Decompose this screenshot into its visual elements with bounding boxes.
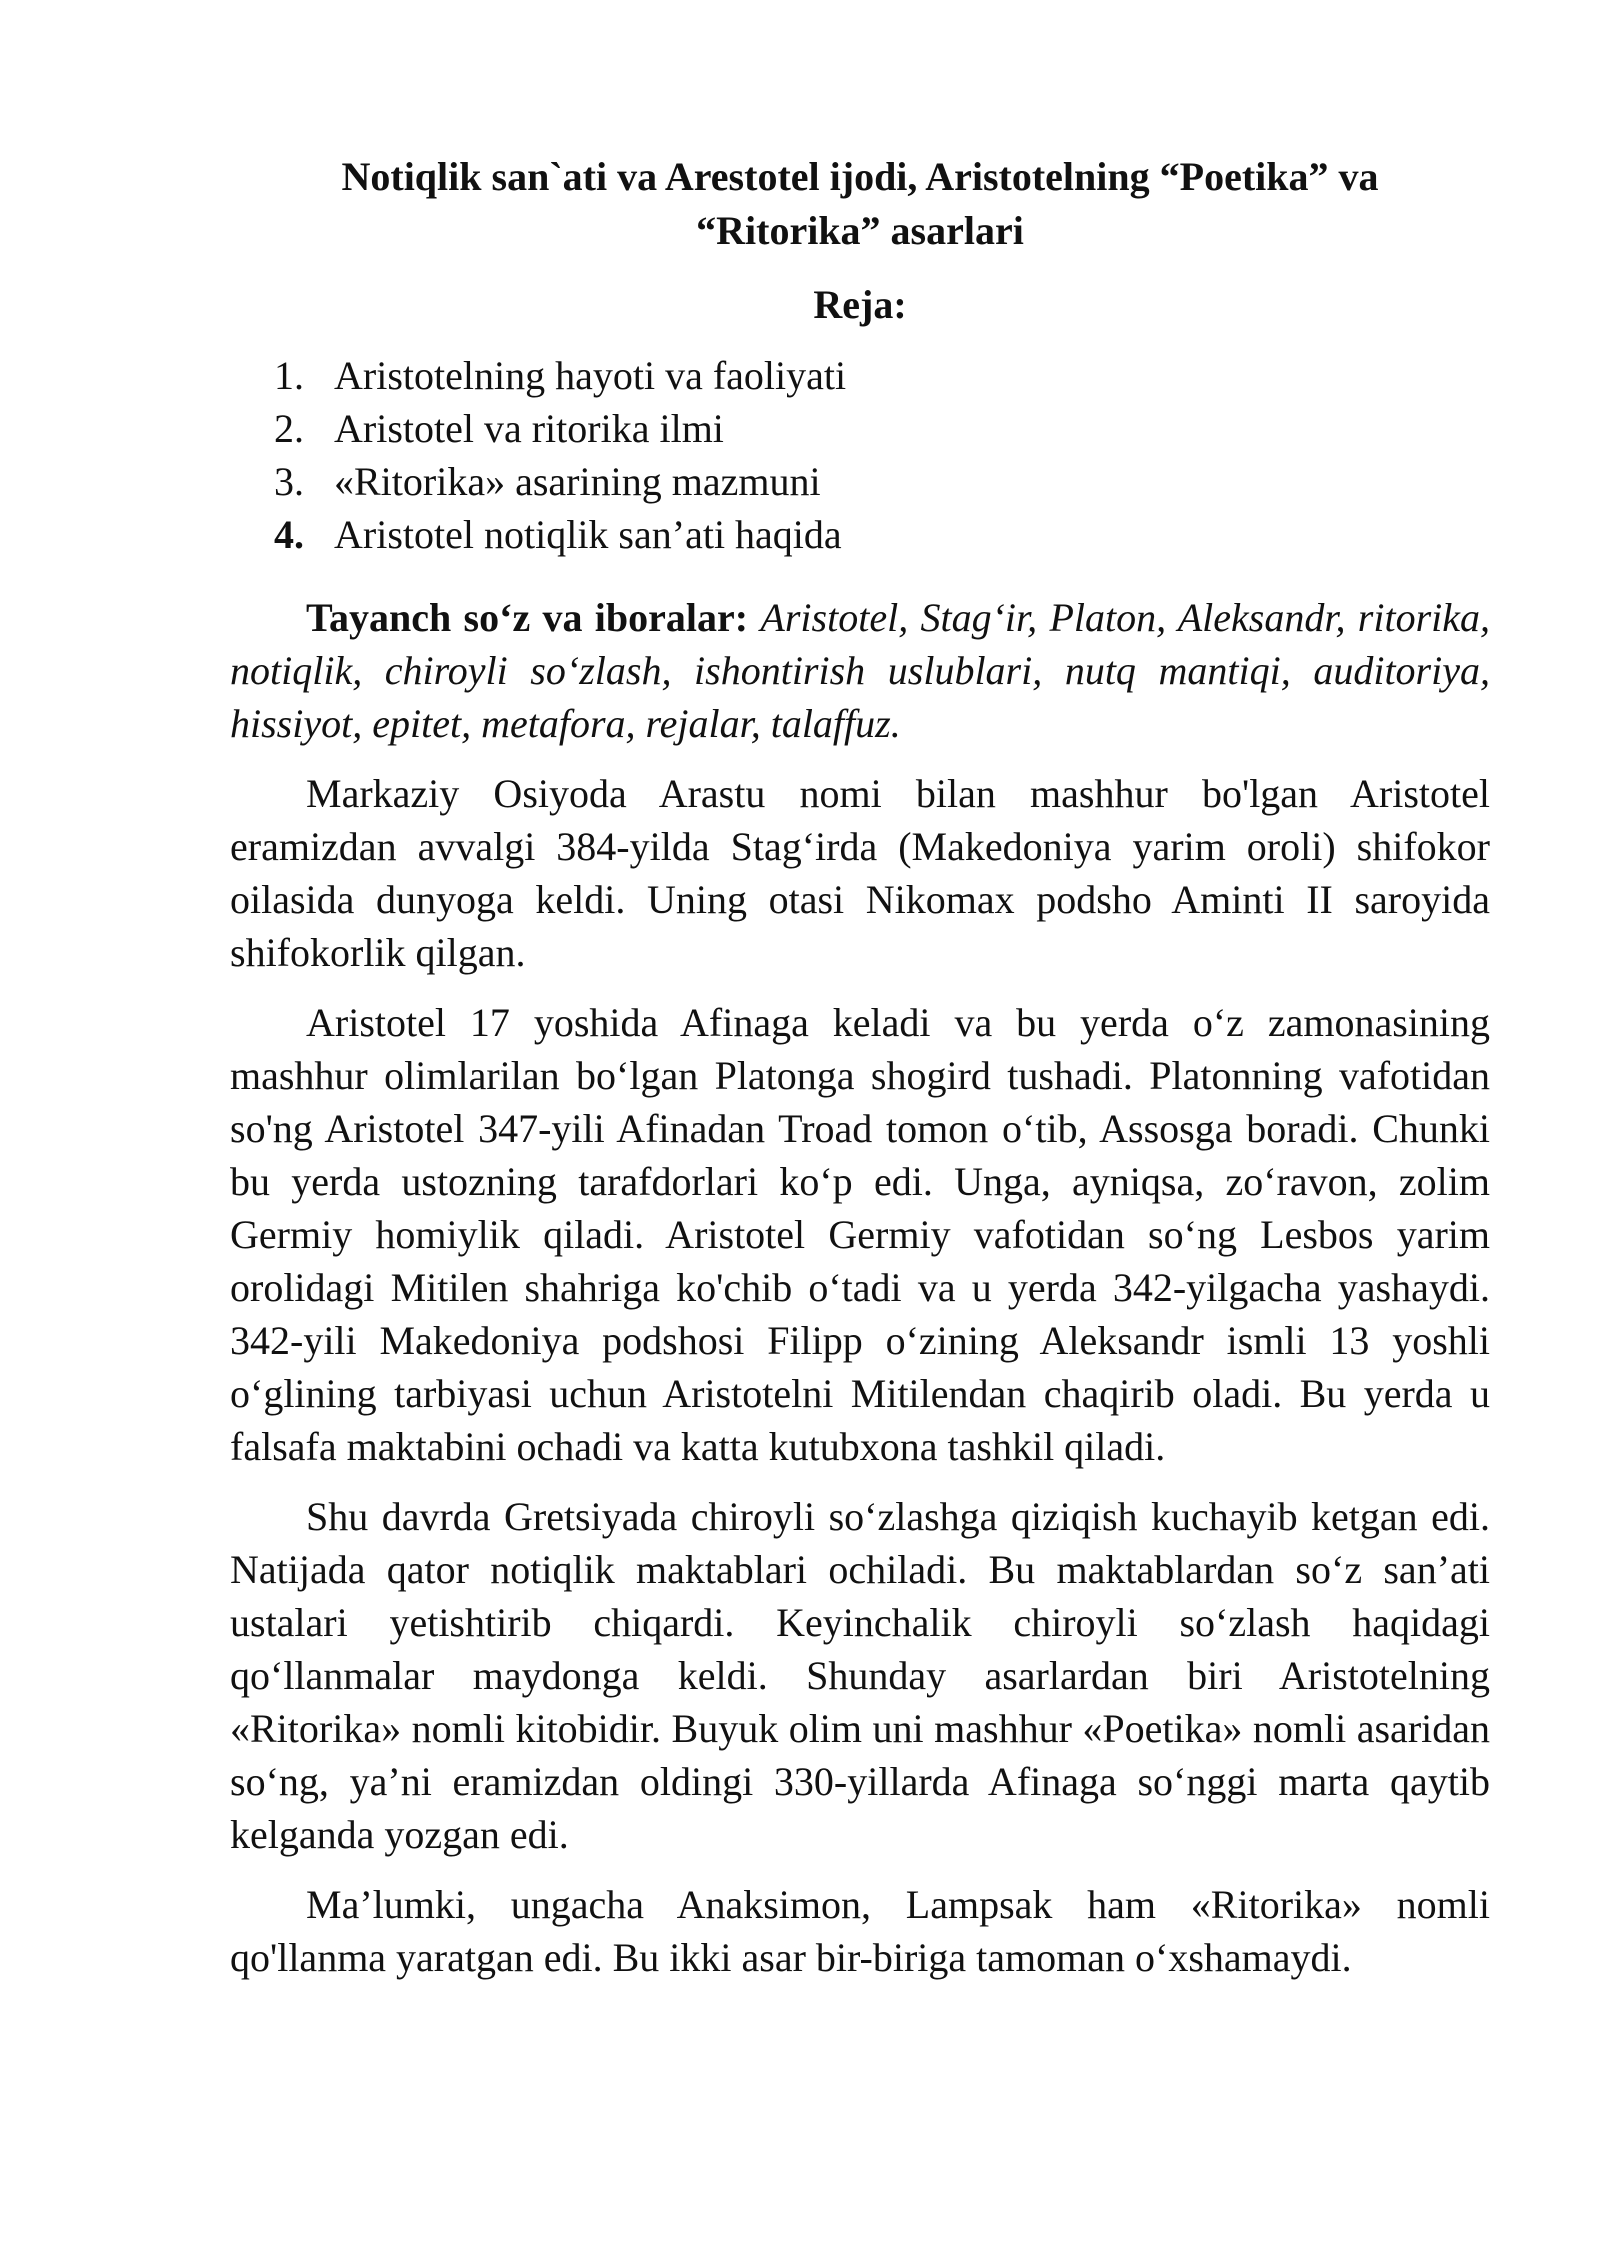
plan-item-text: Aristotel va ritorika ilmi	[334, 406, 724, 451]
plan-item-number: 4.	[274, 512, 304, 557]
document-page	[230, 150, 1490, 2001]
keywords-paragraph	[230, 591, 1490, 750]
keywords-list: Aristotel, Stag‘ir, Platon, Aleksandr, ritorika, notiqlik, chiroyli so‘zlash, ishontirish uslublari, nutq mantiqi, auditoriya, hissiyot, epitet, metafora, rejalar, talaffuz.	[230, 595, 1491, 746]
plan-item	[274, 402, 1490, 455]
keywords-label: Tayanch so‘z va iboralar:	[306, 595, 749, 640]
plan-item	[274, 508, 1490, 561]
body-paragraph: Aristotel 17 yoshida Afinaga keladi va bu yerda o‘z zamonasining mashhur olimlarilan bo‘lgan Platonga shogird tushadi. Platonning vafotidan so'ng Aristotel 347-yili Afinadan Troad tomon o‘tib, Assosga boradi. Chunki bu yerda ustozning tarafdorlari ko‘p edi. Unga, ayniqsa, zo‘ravon, zolim Germiy homiylik qiladi. Aristotel Germiy vafotidan so‘ng Lesbos yarim orolidagi Mitilen shahriga ko'chib o‘tadi va u yerda 342-yilgacha yashaydi. 342-yili Makedoniya podshosi Filipp o‘zining Aleksandr ismli 13 yoshli o‘glining tarbiyasi uchun Aristotelni Mitilendan chaqirib oladi. Bu yerda u falsafa maktabini ochadi va katta kutubxona tashkil qiladi.	[230, 1000, 1490, 1469]
plan-item-text: «Ritorika» asarining mazmuni	[334, 459, 821, 504]
plan-item	[274, 455, 1490, 508]
plan-item-text: Aristotelning hayoti va faoliyati	[334, 353, 847, 398]
plan-item-text: Aristotel notiqlik san’ati haqida	[334, 512, 842, 557]
title-line-1: Notiqlik san`ati va Arestotel ijodi, Aristotelning “Poetika” va	[341, 154, 1379, 199]
title-line-2: “Ritorika” asarlari	[696, 208, 1024, 253]
body-paragraph: Shu davrda Gretsiyada chiroyli so‘zlashga qiziqish kuchayib ketgan edi. Natijada qator notiqlik maktablari ochiladi. Bu maktablardan so‘z san’ati ustalari yetishtirib chiqardi. Keyinchalik chiroyli so‘zlash haqidagi qo‘llanmalar maydonga keldi. Shunday asarlardan biri Aristotelning «Ritorika» nomli kitobidir. Buyuk olim uni mashhur «Poetika» nomli asaridan so‘ng, ya’ni eramizdan oldingi 330-yillarda Afinaga so‘nggi marta qaytib kelganda yozgan edi.	[230, 1494, 1490, 1857]
body-paragraph: Markaziy Osiyoda Arastu nomi bilan mashhur bo'lgan Aristotel eramizdan avvalgi 384-yilda Stag‘irda (Makedoniya yarim oroli) shifokor oilasida dunyoga keldi. Uning otasi Nikomax podsho Aminti II saroyida shifokorlik qilgan.	[230, 771, 1490, 975]
page-title	[230, 150, 1490, 258]
plan-list	[230, 349, 1490, 561]
plan-item	[274, 349, 1490, 402]
plan-heading: Reja:	[813, 282, 907, 327]
body-paragraph: Ma’lumki, ungacha Anaksimon, Lampsak ham «Ritorika» nomli qo'llanma yaratgan edi. Bu ikki asar bir-biriga tamoman o‘xshamaydi.	[230, 1882, 1490, 1980]
plan-item-number: 2.	[274, 406, 304, 451]
plan-item-number: 1.	[274, 353, 304, 398]
plan-item-number: 3.	[274, 459, 304, 504]
